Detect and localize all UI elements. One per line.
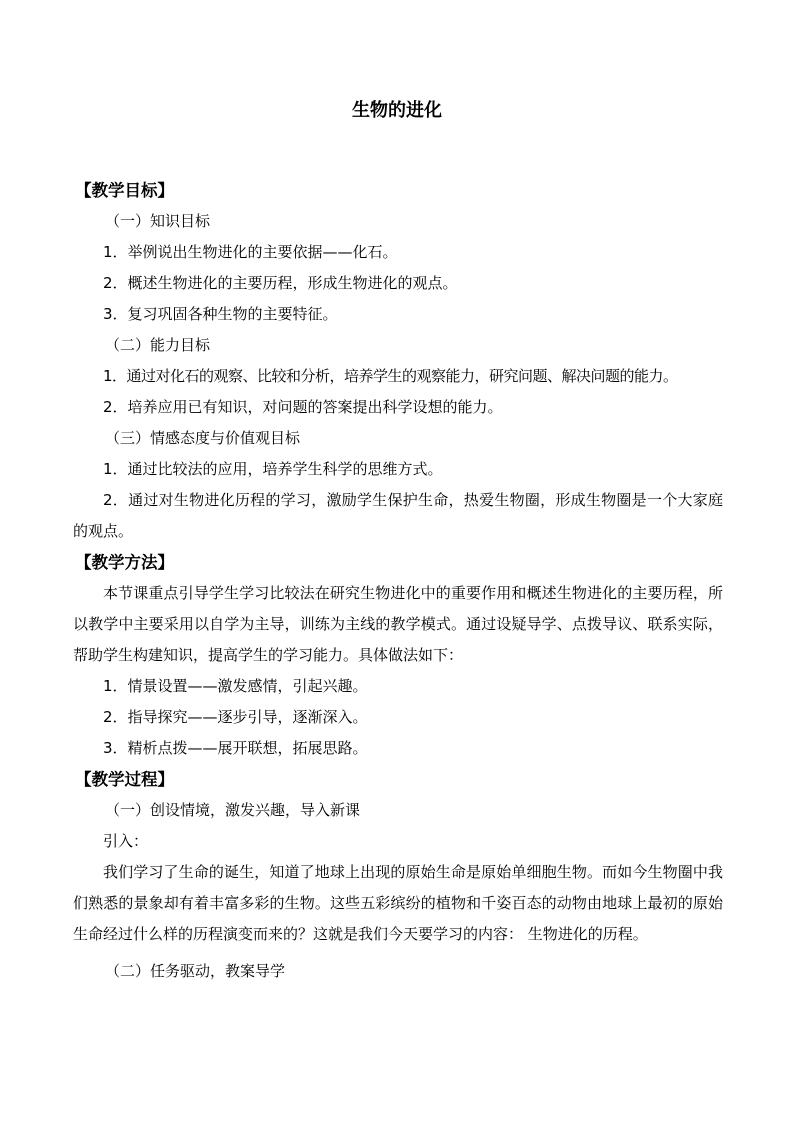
methods-paragraph: 本节课重点引导学生学习比较法在研究生物进化中的重要作用和概述生物进化的主要历程，所以教学中主要采用以自学为主导，训练为主线的教学模式。通过设疑导学、点拨导议、联系实际，帮助学生构建知识，提高学生的学习能力。具体做法如下： — [73, 584, 723, 664]
list-item: 2．培养应用已有知识，对问题的答案提出科学设想的能力。 — [103, 398, 503, 416]
subheading-emotion-goals: （三）情感态度与价值观目标 — [105, 429, 301, 447]
list-item-multiline: 2．通过对生物进化历程的学习，激励学生保护生命，热爱生物圈，形成生物圈是一个大家庭的观点。 — [73, 491, 723, 540]
intro-paragraph: 我们学习了生命的诞生，知道了地球上出现的原始生命是原始单细胞生物。而如今生物圈中我们熟悉的景象却有着丰富多彩的生物。这些五彩缤纷的植物和千姿百态的动物由地球上最初的原始生命经过什么样的历程演变而来的？这就是我们今天要学习的内容： 生物进化的历程。 — [73, 863, 723, 943]
subheading-knowledge-goals: （一）知识目标 — [105, 212, 211, 230]
intro-label: 引入： — [103, 832, 149, 850]
list-item: 3．复习巩固各种生物的主要特征。 — [103, 305, 338, 323]
section-heading-methods: 【教学方法】 — [75, 553, 174, 572]
list-item: 3．精析点拨——展开联想，拓展思路。 — [103, 739, 368, 757]
list-item: 2．指导探究——逐步引导，逐渐深入。 — [103, 708, 368, 726]
list-item: 1．情景设置——激发感情，引起兴趣。 — [103, 677, 368, 695]
list-item: 1．通过比较法的应用，培养学生科学的思维方式。 — [103, 460, 443, 478]
document-body — [73, 175, 723, 987]
section-heading-process: 【教学过程】 — [75, 770, 174, 789]
subheading-step-1: （一）创设情境，激发兴趣，导入新课 — [105, 801, 361, 819]
subheading-ability-goals: （二）能力目标 — [105, 336, 211, 354]
list-item: 2．概述生物进化的主要历程，形成生物进化的观点。 — [103, 274, 458, 292]
section-heading-objectives: 【教学目标】 — [75, 181, 174, 200]
list-item: 1．通过对化石的观察、比较和分析，培养学生的观察能力，研究问题、解决问题的能力。 — [103, 367, 678, 385]
list-item: 1．举例说出生物进化的主要依据——化石。 — [103, 243, 398, 261]
subheading-step-2: （二）任务驱动，教案导学 — [105, 962, 286, 980]
document-title: 生物的进化 — [352, 100, 442, 121]
